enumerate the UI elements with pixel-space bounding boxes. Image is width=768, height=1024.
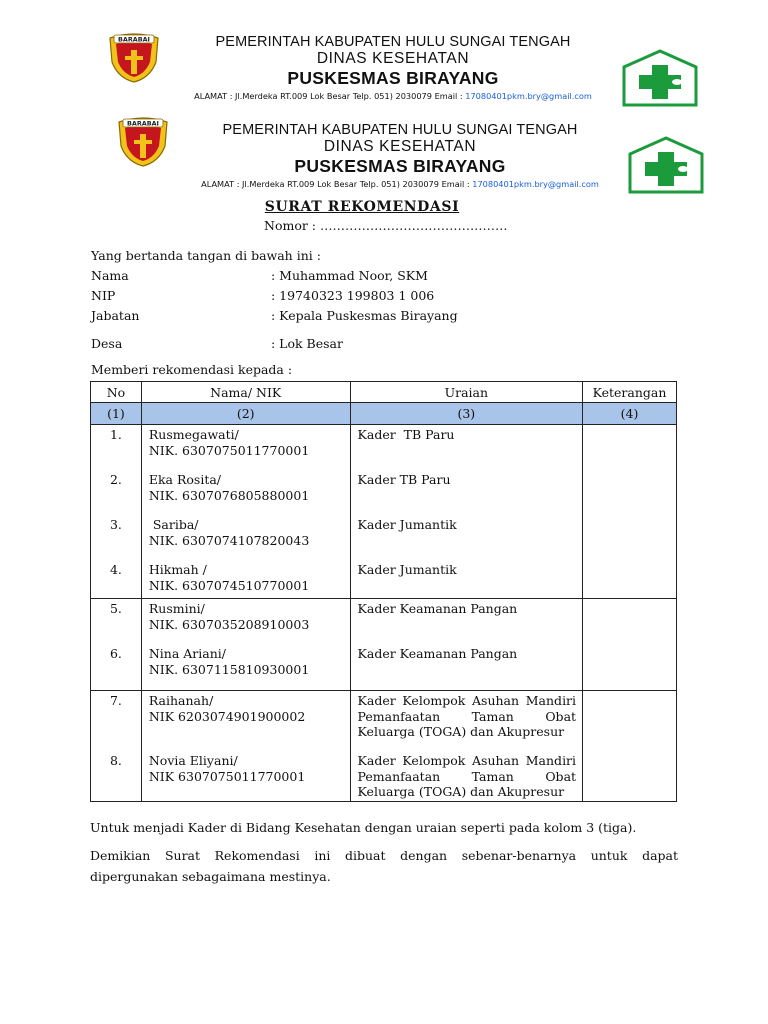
regency-emblem-icon	[113, 116, 173, 168]
svg-text:BARABAI: BARABAI	[127, 119, 159, 128]
person-nik: NIK. 6307074107820043	[148, 532, 310, 548]
entry-description: Kader TB Paru	[357, 472, 451, 487]
field-label-desa: Desa	[91, 336, 123, 351]
health-cross-icon	[622, 49, 698, 107]
remarks-cell	[583, 691, 677, 802]
person-name: Nina Ariani/	[148, 646, 226, 661]
entry-name-nik	[149, 562, 350, 596]
column-header: Uraian	[350, 382, 583, 403]
letter-title: SURAT REKOMENDASI	[264, 199, 460, 215]
entry-number: 4.	[109, 562, 122, 577]
field-value-jabatan: : Kepala Puskesmas Birayang	[271, 308, 458, 323]
institution-name: PUSKESMAS BIRAYANG	[294, 156, 506, 176]
department-name: DINAS KESEHATAN	[316, 50, 470, 67]
closing-paragraph-2: Demikian Surat Rekomendasi ini dibuat dengan sebenar-benarnya untuk dapat dipergunakan sebagaimana mestinya.	[90, 848, 678, 884]
entry-name-nik	[149, 601, 350, 646]
address-line: ALAMAT : Jl.Merdeka RT.009 Lok Besar Telp. 051) 2030079 Email : 17080401pkm.bry@gmail.com	[201, 179, 599, 189]
person-name: Rusmegawati/	[148, 427, 239, 442]
intro-text: Yang bertanda tangan di bawah ini :	[91, 248, 321, 263]
person-name: Sariba/	[148, 517, 199, 532]
entry-number: 3.	[109, 517, 122, 532]
entry-description: Kader Keamanan Pangan	[357, 601, 518, 616]
column-header: Nama/ NIK	[141, 382, 350, 403]
column-index: (1)	[91, 403, 142, 425]
entry-name-nik	[149, 517, 350, 562]
recommendation-table	[90, 381, 677, 802]
entry-description: Kader TB Paru	[357, 427, 455, 442]
field-value-nama: : Muhammad Noor, SKM	[271, 268, 428, 283]
table-header-row	[91, 382, 677, 403]
table-row-group	[91, 425, 677, 599]
table-row-group	[91, 599, 677, 691]
column-index: (3)	[350, 403, 583, 425]
government-name: PEMERINTAH KABUPATEN HULU SUNGAI TENGAH	[215, 34, 571, 50]
person-nik: NIK. 6307076805880001	[148, 487, 310, 503]
field-label-nip: NIP	[91, 288, 116, 303]
entry-description: Kader Jumantik	[357, 517, 457, 532]
entry-name-nik	[149, 427, 350, 472]
entry-description: Kader Jumantik	[357, 562, 457, 577]
email-link[interactable]: 17080401pkm.bry@gmail.com	[465, 91, 592, 101]
entry-description: Kader Kelompok Asuhan Mandiri Pemanfaatan Taman Obat Keluarga (TOGA) dan Akupresur	[357, 693, 577, 739]
person-nik: NIK 6307075011770001	[148, 768, 306, 784]
column-header: Keterangan	[583, 382, 677, 403]
email-link[interactable]: 17080401pkm.bry@gmail.com	[472, 179, 599, 189]
person-name: Eka Rosita/	[148, 472, 222, 487]
address-line: ALAMAT : Jl.Merdeka RT.009 Lok Besar Telp. 051) 2030079 Email : 17080401pkm.bry@gmail.com	[194, 91, 592, 101]
person-nik: NIK. 6307035208910003	[148, 616, 310, 632]
person-name: Raihanah/	[148, 693, 214, 708]
person-nik: NIK 6203074901900002	[148, 708, 306, 724]
table-index-row	[91, 403, 677, 425]
person-name: Hikmah /	[148, 562, 207, 577]
table-row-group	[91, 691, 677, 802]
government-name: PEMERINTAH KABUPATEN HULU SUNGAI TENGAH	[222, 122, 578, 138]
column-index: (4)	[583, 403, 677, 425]
person-nik: NIK. 6307075011770001	[148, 442, 310, 458]
letterhead-main	[0, 112, 768, 192]
entry-name-nik	[149, 693, 350, 753]
svg-text:BARABAI: BARABAI	[118, 35, 150, 44]
institution-name: PUSKESMAS BIRAYANG	[287, 68, 499, 88]
column-header: No	[91, 382, 142, 403]
letter-number: Nomor : ………………………………………	[264, 218, 508, 233]
field-value-nip: : 19740323 199803 1 006	[271, 288, 435, 303]
letterhead-top	[0, 28, 768, 100]
entry-number: 6.	[109, 646, 122, 661]
entry-description: Kader Keamanan Pangan	[357, 646, 518, 661]
entry-number: 1.	[109, 427, 122, 442]
department-name: DINAS KESEHATAN	[323, 138, 477, 155]
remarks-cell	[583, 599, 677, 691]
entry-number: 7.	[109, 693, 122, 708]
entry-number: 2.	[109, 472, 122, 487]
column-index: (2)	[141, 403, 350, 425]
health-cross-icon	[628, 136, 704, 194]
entry-name-nik	[149, 472, 350, 517]
entry-description: Kader Kelompok Asuhan Mandiri Pemanfaatan Taman Obat Keluarga (TOGA) dan Akupresur	[357, 753, 577, 799]
field-label-jabatan: Jabatan	[91, 308, 140, 323]
entry-number: 8.	[109, 753, 122, 768]
person-name: Novia Eliyani/	[148, 753, 238, 768]
entry-number: 5.	[109, 601, 122, 616]
field-value-desa: : Lok Besar	[271, 336, 343, 351]
person-nik: NIK. 6307115810930001	[148, 661, 310, 677]
remarks-cell	[583, 425, 677, 599]
regency-emblem-icon	[104, 32, 164, 84]
closing-paragraph-1: Untuk menjadi Kader di Bidang Kesehatan dengan uraian seperti pada kolom 3 (tiga).	[90, 820, 637, 835]
field-label-nama: Nama	[91, 268, 129, 283]
entry-name-nik	[149, 646, 350, 688]
person-nik: NIK. 6307074510770001	[148, 577, 310, 593]
person-name: Rusmini/	[148, 601, 205, 616]
entry-name-nik	[149, 753, 350, 799]
recommend-intro: Memberi rekomendasi kepada :	[91, 362, 293, 377]
